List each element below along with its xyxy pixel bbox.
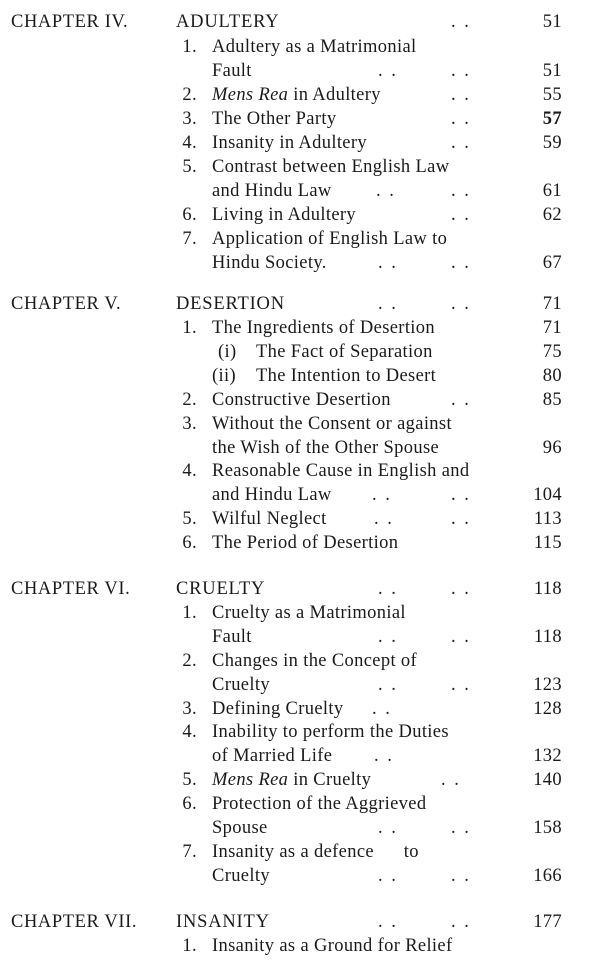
chapter-title: INSANITY [176,912,270,932]
entry-text: Insanity as a Ground for Relief [212,936,453,956]
chapter-label: CHAPTER V. [11,294,122,314]
entry-page: 71 [542,318,562,338]
leader-dots: . . [451,205,471,225]
entry-text: The Ingredients of Desertion [212,318,435,338]
entry-text: and Hindu Law [212,485,332,505]
leader-dots: . . [376,181,396,201]
chapter-title: ADULTERY [176,12,280,32]
leader-dots: . . [451,61,471,81]
leader-dots: . . [378,818,398,838]
entry-number: 3. [182,414,197,434]
entry-text: of Married Life [212,746,333,766]
entry-text: Insanity in Adultery [212,133,367,153]
entry-text: Changes in the Concept of [212,651,418,671]
entry-page: 55 [542,85,562,105]
leader-dots: . . [372,699,392,719]
entry-number: 4. [182,722,197,742]
leader-dots: . . [451,912,471,932]
leader-dots: . . [378,61,398,81]
leader-dots: . . [378,866,398,886]
leader-dots: . . [451,109,471,129]
chapter-page: 177 [533,912,562,932]
entry-text [212,83,381,107]
chapter-page: 71 [542,294,562,314]
entry-number: 1. [182,318,197,338]
entry-page: 158 [533,818,562,838]
leader-dots: . . [451,675,471,695]
entry-page: 57 [542,109,562,129]
leader-dots: . . [374,746,394,766]
entry-text: Defining Cruelty [212,699,344,719]
leader-dots: . . [451,294,471,314]
entry-page: 62 [542,205,562,225]
entry-text: The Other Party [212,109,337,129]
entry-page: 80 [542,366,562,386]
entry-number: 1. [182,603,197,623]
entry-text: The Period of Desertion [212,533,399,553]
chapter-page: 51 [542,12,562,32]
leader-dots: . . [451,866,471,886]
entry-text: Cruelty [212,866,270,886]
entry-text: the Wish of the Other Spouse [212,438,440,458]
leader-dots: . . [451,85,471,105]
entry-text: Hindu Society. [212,253,327,273]
entry-page: 115 [533,533,562,553]
entry-page: 123 [533,675,562,695]
entry-text: and Hindu Law [212,181,332,201]
entry-number: (i) [218,342,237,362]
entry-number: (ii) [212,366,237,386]
entry-italic: Mens Rea [212,770,289,790]
entry-page: 104 [533,485,562,505]
entry-number: 2. [182,85,197,105]
entry-page: 61 [542,181,562,201]
entry-text: Wilful Neglect [212,509,327,529]
entry-number: 2. [182,651,197,671]
entry-text: Constructive Desertion [212,390,391,410]
entry-page: 75 [542,342,562,362]
entry-text: Fault [212,627,252,647]
leader-dots: . . [451,390,471,410]
entry-text: Inability to perform the Duties [212,722,449,742]
entry-page: 51 [542,61,562,81]
entry-number: 5. [182,509,197,529]
entry-number: 6. [182,533,197,553]
leader-dots: . . [372,485,392,505]
entry-page: 140 [533,770,562,790]
entry-number: 2. [182,390,197,410]
entry-rest: in Cruelty [288,770,372,790]
chapter-title: DESERTION [176,294,285,314]
leader-dots: . . [451,133,471,153]
leader-dots: . . [451,181,471,201]
entry-page: 118 [533,627,562,647]
chapter-label: CHAPTER VI. [11,579,131,599]
entry-text: Without the Consent or against [212,414,452,434]
entry-page: 85 [542,390,562,410]
entry-text: Cruelty as a Matrimonial [212,603,406,623]
entry-text: Reasonable Cause in English and [212,461,470,481]
entry-page: 132 [533,746,562,766]
leader-dots: . . [441,770,461,790]
entry-text: Spouse [212,818,268,838]
entry-number: 7. [182,229,197,249]
entry-number: 4. [182,133,197,153]
entry-number: 1. [182,37,197,57]
entry-page: 96 [542,438,562,458]
leader-dots: . . [451,485,471,505]
entry-italic: Mens Rea [212,85,289,105]
leader-dots: . . [451,627,471,647]
entry-page: 166 [533,866,562,886]
entry-text: Contrast between English Law [212,157,450,177]
entry-number: 3. [182,699,197,719]
entry-text: Cruelty [212,675,270,695]
entry-number: 5. [182,770,197,790]
leader-dots: . . [378,579,398,599]
leader-dots: . . [451,253,471,273]
chapter-title: CRUELTY [176,579,266,599]
leader-dots: . . [451,579,471,599]
entry-number: 4. [182,461,197,481]
leader-dots: . . [378,912,398,932]
entry-text: The Intention to Desert [256,366,437,386]
entry-text: The Fact of Separation [256,342,433,362]
entry-number: 6. [182,794,197,814]
entry-page: 67 [542,253,562,273]
chapter-label: CHAPTER IV. [11,12,129,32]
entry-text: Fault [212,61,252,81]
leader-dots: . . [378,627,398,647]
leader-dots: . . [451,818,471,838]
leader-dots: . . [378,294,398,314]
entry-page: 128 [533,699,562,719]
entry-page: 59 [542,133,562,153]
leader-dots: . . [451,509,471,529]
chapter-label: CHAPTER VII. [11,912,138,932]
entry-text [212,768,371,792]
entry-number: 6. [182,205,197,225]
entry-text: Living in Adultery [212,205,357,225]
entry-number: 5. [182,157,197,177]
leader-dots: . . [451,12,471,32]
entry-number: 7. [182,842,197,862]
entry-text: Adultery as a Matrimonial [212,37,417,57]
chapter-page: 118 [533,579,562,599]
entry-number: 3. [182,109,197,129]
entry-text: Insanity as a defence to [212,842,419,862]
entry-text: Protection of the Aggrieved [212,794,427,814]
leader-dots: . . [374,509,394,529]
entry-page: 113 [533,509,562,529]
entry-text: Application of English Law to [212,229,448,249]
entry-number: 1. [182,936,197,956]
entry-rest: in Adultery [288,85,381,105]
leader-dots: . . [378,675,398,695]
leader-dots: . . [378,253,398,273]
